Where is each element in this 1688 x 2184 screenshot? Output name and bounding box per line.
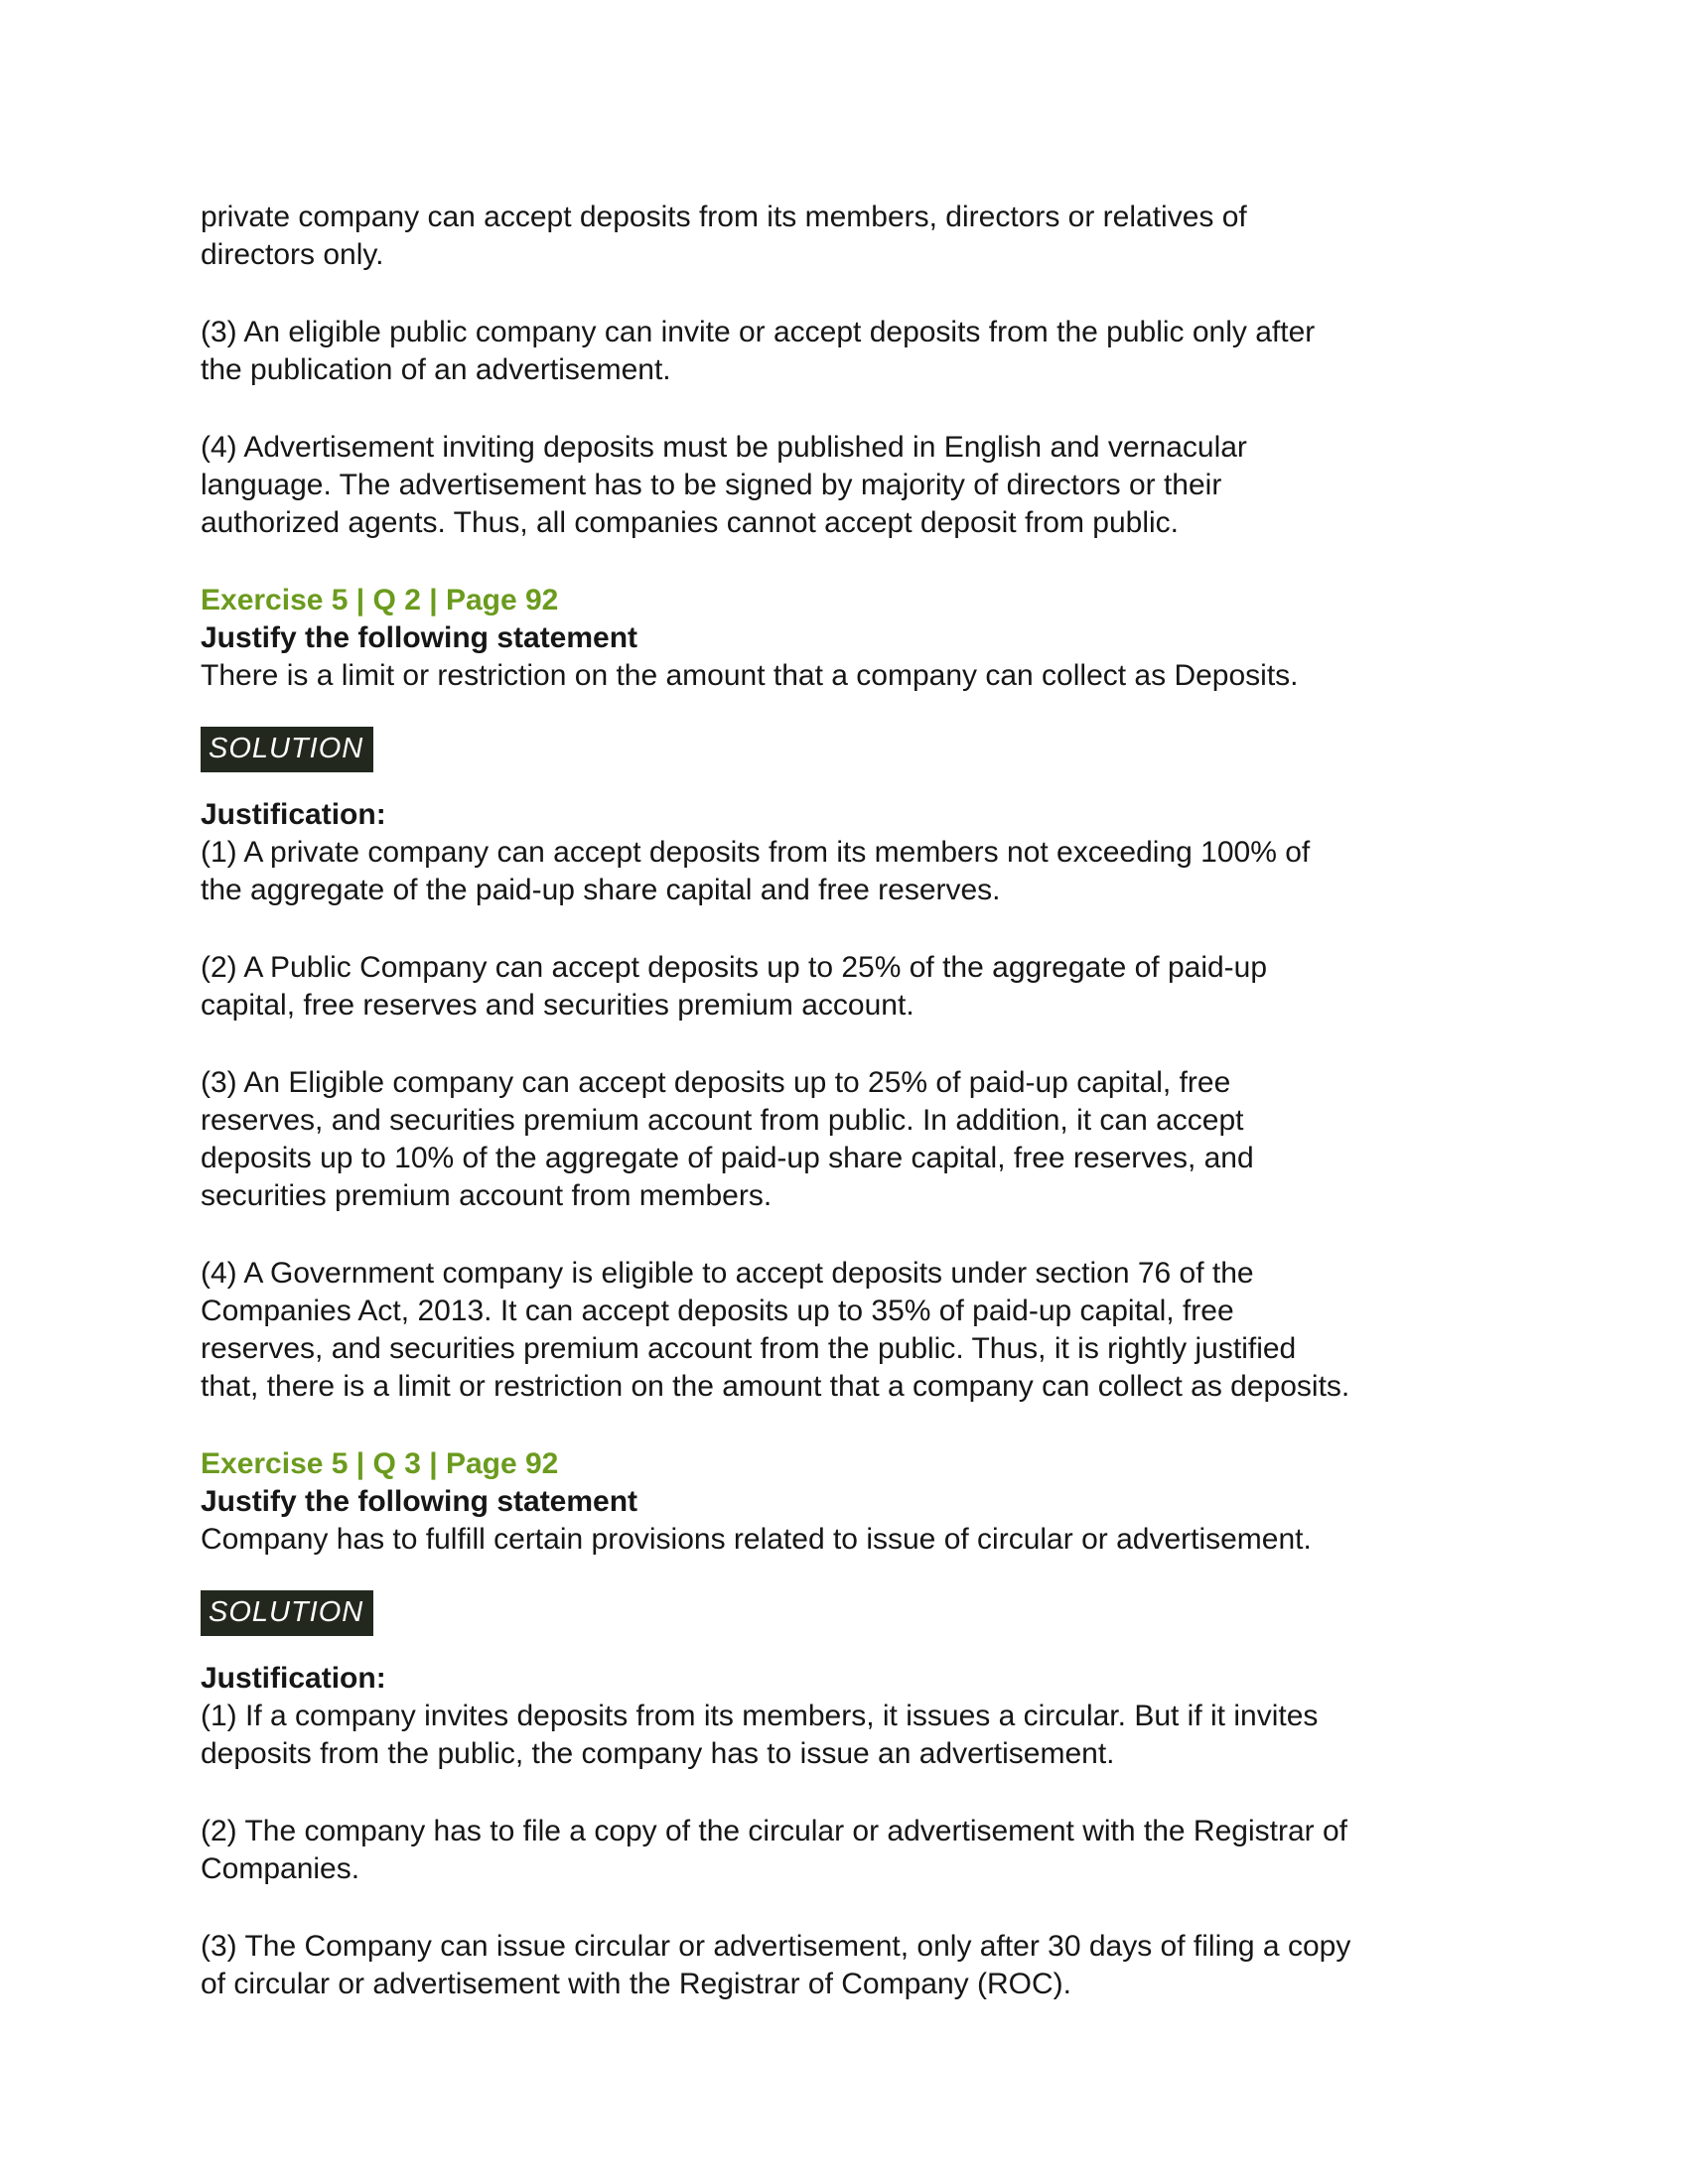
solution-badge (201, 1590, 1591, 1636)
body-paragraph: (3) An eligible public company can invite or accept deposits from the public only after the publication of an advertisement. (201, 316, 1316, 386)
justification-heading: Justification: (201, 798, 386, 831)
answer-point: (3) The Company can issue circular or advertisement, only after 30 days of filing a copy of circular or advertisement with the Registrar of Company (ROC). (201, 1930, 1351, 2000)
justification-points (201, 1698, 1591, 2003)
exercise-q2-link[interactable]: Exercise 5 | Q 2 | Page 92 (201, 584, 559, 616)
justification-heading: Justification: (201, 1662, 386, 1695)
document-content (201, 199, 1591, 2043)
statement-title: Justify the following statement (201, 1485, 638, 1518)
statement-text: Company has to fulfill certain provisions related to issue of circular or advertisement. (201, 1523, 1312, 1556)
answer-point: (4) A Government company is eligible to accept deposits under section 76 of the Companies Act, 2013. It can accept deposits up to 35% of paid-up capital, free reserves, and securities premium account from the public. Thus, it is rightly justified that, there is a limit or restriction on the amount that a company can collect as deposits. (201, 1257, 1350, 1403)
answer-point: (3) An Eligible company can accept deposits up to 25% of paid-up capital, free reserves, and securities premium account from public. In addition, it can accept deposits up to 10% of the aggregate of paid-up share capital, free reserves, and securities premium account from members. (201, 1066, 1254, 1212)
justification-points (201, 834, 1591, 1406)
answer-point: (2) The company has to file a copy of the circular or advertisement with the Registrar of Companies. (201, 1815, 1347, 1885)
exercise-q3-link[interactable]: Exercise 5 | Q 3 | Page 92 (201, 1447, 559, 1480)
solution-label: SOLUTION (201, 1590, 373, 1636)
body-paragraph: private company can accept deposits from its members, directors or relatives of directors only. (201, 201, 1247, 271)
answer-point: (1) If a company invites deposits from its members, it issues a circular. But if it invites deposits from the public, the company has to issue an advertisement. (201, 1700, 1319, 1770)
solution-badge (201, 727, 1591, 772)
statement-text: There is a limit or restriction on the amount that a company can collect as Deposits. (201, 659, 1299, 692)
solution-label: SOLUTION (201, 727, 373, 772)
body-paragraph: (4) Advertisement inviting deposits must be published in English and vernacular language. The advertisement has to be signed by majority of directors or their authorized agents. Thus, all companies cannot accept deposit from public. (201, 431, 1247, 539)
answer-point: (2) A Public Company can accept deposits up to 25% of the aggregate of paid-up capital, free reserves and securities premium account. (201, 951, 1268, 1022)
answer-point: (1) A private company can accept deposits from its members not exceeding 100% of the aggregate of the paid-up share capital and free reserves. (201, 836, 1311, 906)
statement-title: Justify the following statement (201, 621, 638, 654)
